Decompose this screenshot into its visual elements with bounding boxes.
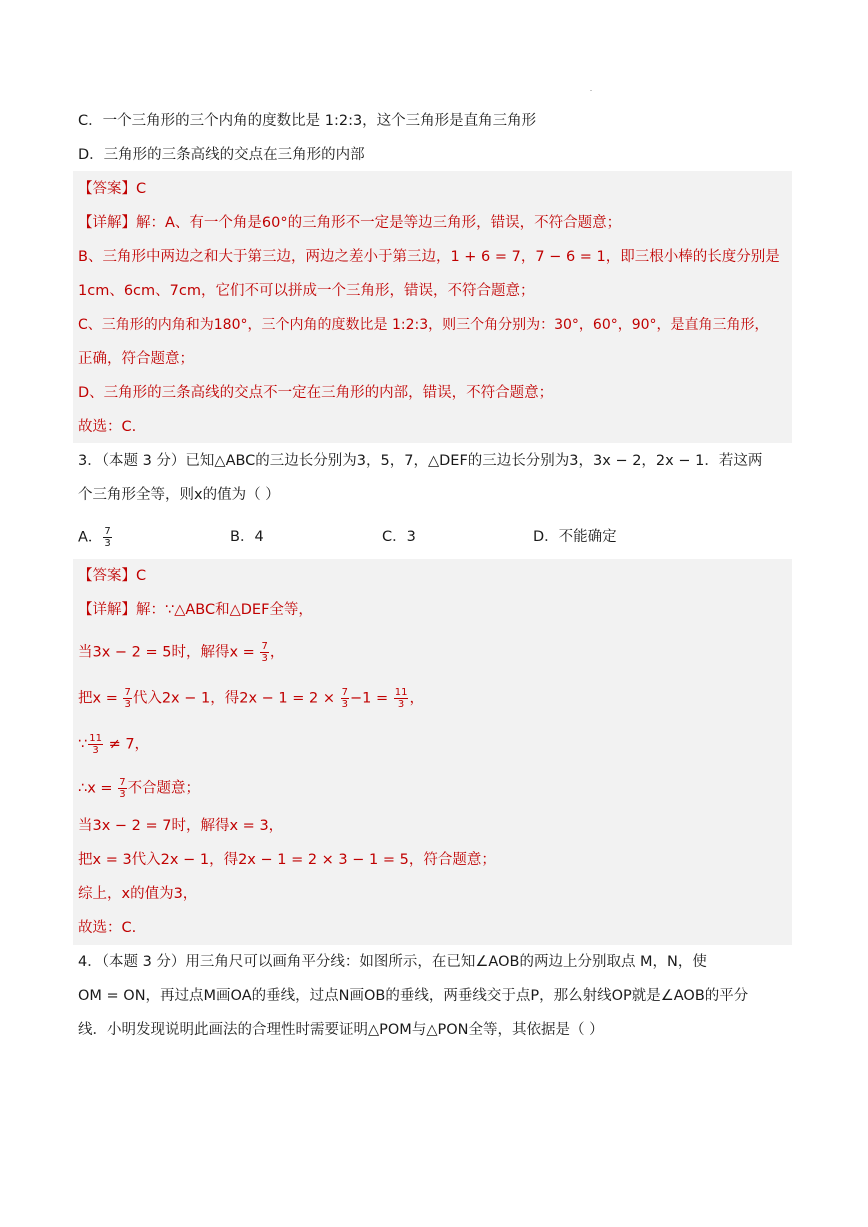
text: 把x =	[78, 690, 123, 707]
fraction-denominator: 3	[104, 538, 111, 549]
fraction-numerator: 7	[341, 687, 348, 698]
q3-detail-line4	[78, 733, 149, 756]
text: ≠ 7，	[103, 736, 150, 753]
q3-conclusion: 故选：C.	[78, 920, 137, 936]
fraction-denominator: 3	[341, 699, 348, 710]
text: −1 =	[349, 690, 393, 707]
fraction-denominator: 3	[124, 699, 131, 710]
fraction-numerator: 11	[89, 733, 102, 744]
fraction-numerator: 11	[394, 687, 408, 698]
fraction-denominator: 3	[92, 745, 99, 756]
text: ∵	[78, 736, 88, 753]
q4-stem-line2: OM = ON，再过点M画OA的垂线，过点N画OB的垂线，两垂线交于点P，那么射线OP就是∠AOB的平分	[78, 988, 749, 1004]
q4-stem-line1: 4．（本题 3 分）用三角尺可以画角平分线：如图所示，在已知∠AOB的两边上分别取点 M，N，使	[78, 954, 707, 970]
q3-detail-line8: 综上，x的值为3，	[78, 886, 198, 902]
q2-detail-b-line1: B、三角形中两边之和大于第三边，两边之差小于第三边，1 + 6 = 7，7 − 6 = 1，即三根小棒的长度分别是	[78, 249, 780, 265]
fraction-numerator: 7	[261, 641, 268, 652]
q3-stem-line2: 个三角形全等，则x的值为（ ）	[78, 487, 280, 503]
q2-option-c: C．一个三角形的三个内角的度数比是 1:2:3，这个三角形是直角三角形	[78, 113, 537, 129]
q2-conclusion: 故选：C.	[78, 419, 137, 435]
text: 代入2x − 1，得2x − 1 = 2 ×	[132, 690, 340, 707]
text: ∴x =	[78, 780, 118, 797]
fraction	[88, 733, 103, 756]
q4-stem-line3: 线．小明发现说明此画法的合理性时需要证明△POM与△PON全等，其依据是（ ）	[78, 1022, 604, 1038]
q3-detail-line5	[78, 777, 200, 800]
q2-detail-b-line2: 1cm、6cm、7cm，它们不可以拼成一个三角形，错误，不符合题意；	[78, 283, 535, 299]
scan-speck	[590, 90, 592, 91]
q3-option-b: B．4	[230, 529, 264, 545]
q2-detail-c-line2: 正确，符合题意；	[78, 351, 194, 367]
fraction	[118, 777, 126, 800]
fraction	[260, 641, 268, 664]
q3-option-c: C．3	[382, 529, 416, 545]
fraction-denominator: 3	[119, 789, 126, 800]
q3-option-a	[78, 526, 113, 549]
q3-detail-line1: 【详解】解：∵△ABC和△DEF全等，	[78, 602, 313, 618]
q2-detail-c-line1: C、三角形的内角和为180°，三个内角的度数比是 1:2:3，则三个角分别为：30°，60°，90°，是直角三角形，	[78, 317, 769, 333]
fraction	[394, 687, 409, 710]
fraction	[341, 687, 349, 710]
text: 当3x − 2 = 5时，解得x =	[78, 644, 260, 661]
text: 不合题意；	[127, 780, 201, 797]
fraction	[123, 687, 131, 710]
text: ，	[269, 644, 285, 661]
q3-option-a-label: A．	[78, 529, 103, 546]
q2-answer: 【答案】C	[78, 181, 147, 197]
fraction-denominator: 3	[397, 699, 405, 710]
q3-answer: 【答案】C	[78, 568, 147, 584]
fraction-numerator: 7	[119, 777, 126, 788]
q3-option-d: D．不能确定	[533, 529, 617, 545]
fraction-numerator: 7	[124, 687, 131, 698]
q3-stem-line1: 3．（本题 3 分）已知△ABC的三边长分别为3，5，7，△DEF的三边长分别为3，3x − 2，2x − 1．若这两	[78, 453, 763, 469]
q3-detail-line2	[78, 641, 284, 664]
q2-detail-d: D、三角形的三条高线的交点不一定在三角形的内部，错误，不符合题意；	[78, 385, 554, 401]
fraction-denominator: 3	[261, 653, 268, 664]
q2-detail-a: 【详解】解：A、有一个角是60°的三角形不一定是等边三角形，错误，不符合题意；	[78, 215, 622, 231]
q3-option-a-fraction	[103, 526, 111, 549]
q3-detail-line3	[78, 687, 424, 710]
q3-detail-line6: 当3x − 2 = 7时，解得x = 3，	[78, 818, 284, 834]
text: ，	[409, 690, 424, 707]
q3-detail-line7: 把x = 3代入2x − 1，得2x − 1 = 2 × 3 − 1 = 5，符合题意；	[78, 852, 496, 868]
fraction-numerator: 7	[104, 526, 111, 537]
q2-option-d: D．三角形的三条高线的交点在三角形的内部	[78, 147, 365, 163]
